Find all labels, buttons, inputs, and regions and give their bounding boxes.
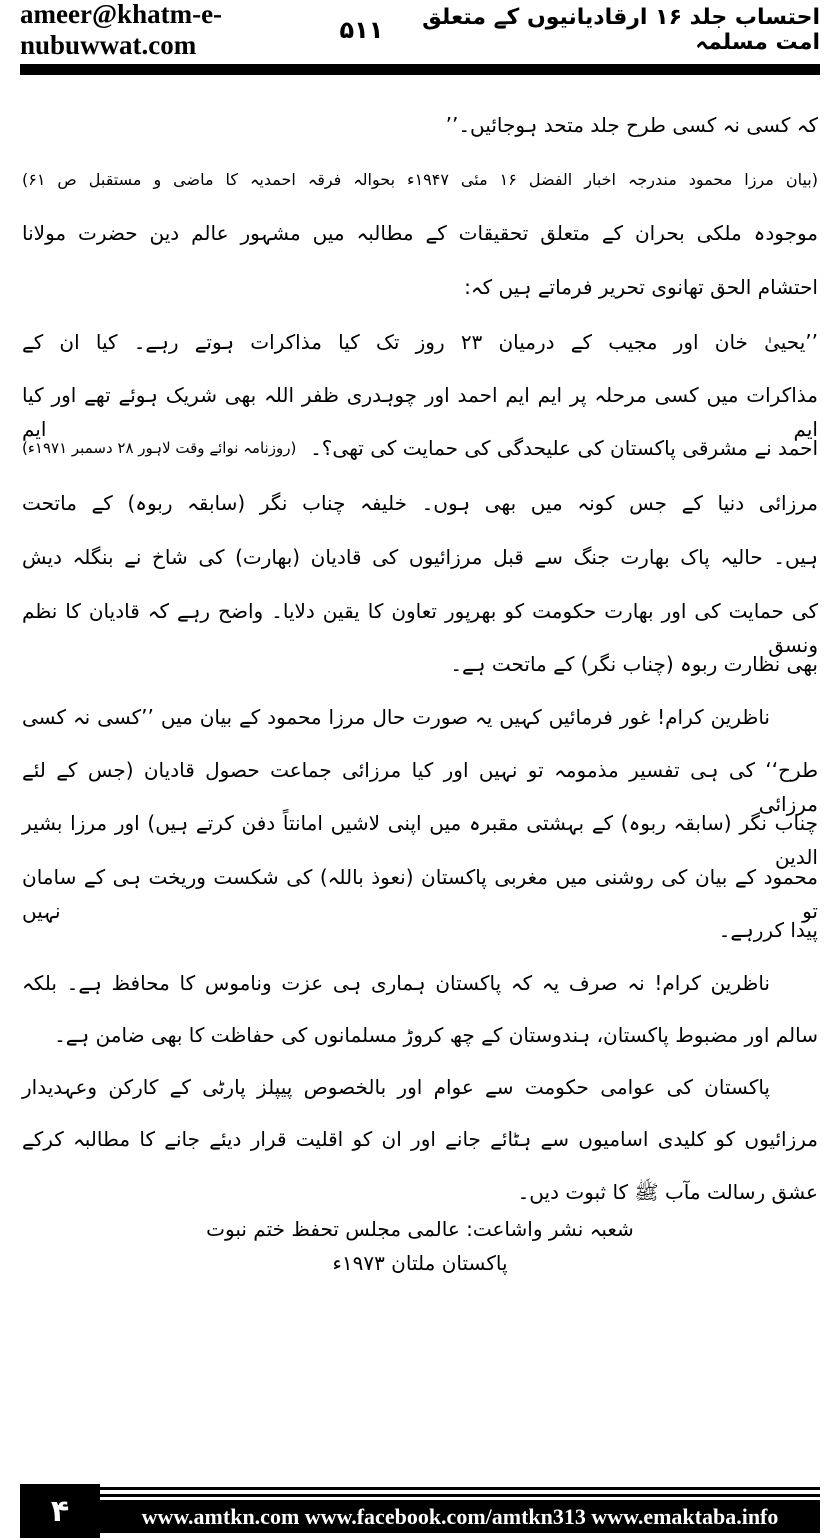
publisher-line: شعبہ نشر واشاعت: عالمی مجلس تحفظ ختم نبوت پاکستان ملتان ۱۹۷۳ء [206,1217,634,1275]
header-rule [20,64,820,75]
text-line: پاکستان کی عوامی حکومت سے عوام اور بالخصوص پیپلز پارٹی کے کارکن وعہدیدار [22,1075,770,1099]
text-line: مرزائیوں کو کلیدی اسامیوں سے ہٹائے جانے اور ان کو اقلیت قرار دیئے جانے کا مطالبہ کرکے [22,1127,818,1151]
citation-line: (بیان مرزا محمود مندرجہ اخبار الفضل ۱۶ مئی ۱۹۴۷ء بحوالہ فرقہ احمدیہ کا ماضی و مستقبل ص ۶۱) [22,170,818,189]
text-line: مذاکرات میں کسی مرحلہ پر ایم ایم احمد اور چوہدری ظفر اللہ بھی شریک ہوئے تھے اور کیا ایم ایم [22,383,818,441]
text-line: عشق رسالت مآب ﷺ کا ثبوت دیں۔ [517,1180,818,1204]
page-header [20,0,820,60]
footer-rule-thick [100,1487,820,1490]
text-line: طرح‘‘ کی ہی تفسیر مذمومہ تو نہیں اور کیا مرزائی جماعت حصول قادیان (جس کے لئے مرزائی [22,758,818,816]
running-title: احتساب جلد ۱۶ ارقادیانیوں کے متعلق امت مسلمہ [422,5,820,55]
text-line: موجودہ ملکی بحران کے متعلق تحقیقات کے مطالبہ میں مشہور عالم دین حضرت مولانا [22,221,818,245]
newspaper-citation: (روزنامہ نوائے وقت لاہور ۲۸ دسمبر ۱۹۷۱ء) [22,439,297,457]
page-number: ۵۱۱ [339,16,384,44]
text-line: ہیں۔ حالیہ پاک بھارت جنگ سے قبل مرزائیوں کی قادیان (بھارت) کی شاخ نے بنگلہ دیش [22,545,818,569]
contact-email: ameer@khatm-e-nubuwwat.com [20,0,223,60]
text-line: بھی نظارت ربوہ (چناب نگر) کے ماتحت ہے۔ [450,652,818,676]
footer-rule-thin [100,1494,820,1497]
footer-links: www.amtkn.com www.facebook.com/amtkn313 www.emaktaba.info [100,1500,820,1533]
text-line: محمود کے بیان کی روشنی میں مغربی پاکستان (نعوذ باللہ) کی شکست وریخت ہی کے سامان تو نہیں [22,865,818,923]
text-line: مرزائی دنیا کے جس کونہ میں بھی ہوں۔ خلیفہ چناب نگر (سابقہ ربوہ) کے ماتحت [22,491,818,515]
text-line: کی حمایت کی اور بھارت حکومت کو بھرپور تعاون کا یقین دلایا۔ واضح رہے کہ قادیان کا نظم ونسق [22,599,818,657]
text-line: ناظرین کرام! نہ صرف یہ کہ پاکستان ہماری ہی عزت وناموس کا محافظ ہے۔ بلکہ [22,971,770,995]
text-line: ’’یحییٰ خان اور مجیب کے درمیان ۲۳ روز تک کیا مذاکرات ہوتے رہے۔ کیا ان کے [22,330,818,354]
text-line: احمد نے مشرقی پاکستان کی علیحدگی کی حمایت کی تھی؟۔ [310,436,818,460]
text-line: پیدا کررہے۔ [718,918,818,942]
text-line: کہ کسی نہ کسی طرح جلد متحد ہوجائیں۔’’ [445,113,818,137]
text-line: احتشام الحق تھانوی تحریر فرماتے ہیں کہ: [464,275,818,299]
text-line: سالم اور مضبوط پاکستان، ہندوستان کے چھ کروڑ مسلمانوں کی حفاظت کا بھی ضامن ہے۔ [54,1023,818,1047]
text-line: ناظرین کرام! غور فرمائیں کہیں یہ صورت حال مرزا محمود کے بیان میں ’’کسی نہ کسی [22,705,770,729]
footer-page-marker: ۴ [20,1484,100,1538]
text-line: چناب نگر (سابقہ ربوہ) کے بہشتی مقبرہ میں اپنی لاشیں امانتاً دفن کرتے ہیں) اور مرزا بشیر الدین [22,811,818,869]
